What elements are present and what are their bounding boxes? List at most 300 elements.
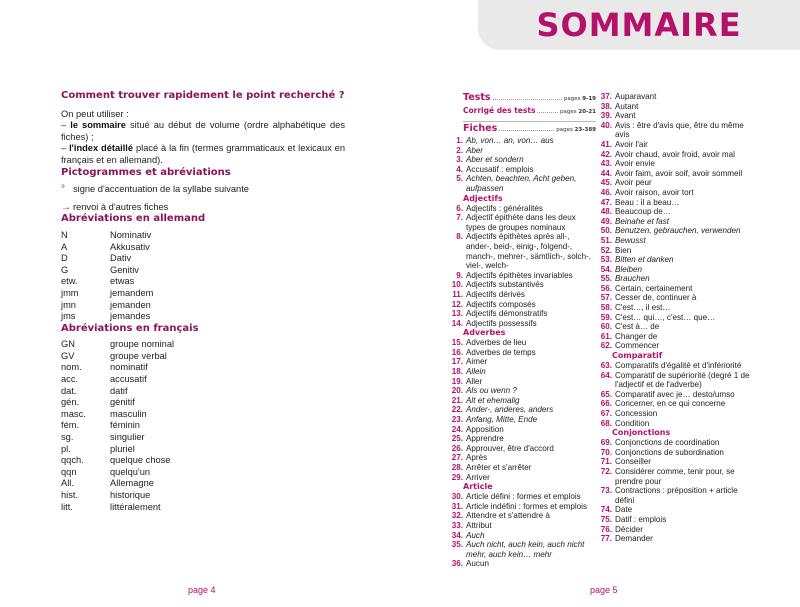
toc-pages <box>560 107 596 118</box>
toc-entry[interactable] <box>600 303 750 313</box>
toc-entry[interactable] <box>600 207 750 217</box>
toc-entry[interactable] <box>451 155 596 165</box>
entry-number: 21. <box>451 395 463 405</box>
toc-subheading: Conjonctions <box>612 428 671 438</box>
toc-list-2 <box>600 92 750 544</box>
toc-entry[interactable] <box>451 444 596 454</box>
toc-entry[interactable] <box>451 280 596 290</box>
abbr-meaning: féminin <box>110 420 140 431</box>
toc-entry[interactable] <box>451 319 596 329</box>
fr-abbr-title: Abréviations en français <box>61 322 199 334</box>
toc-entry[interactable] <box>600 150 750 160</box>
toc-entry[interactable] <box>451 136 596 146</box>
entry-title: Aimer <box>466 357 488 367</box>
abbr-code: masc. <box>61 408 86 419</box>
entry-title: Conseiller <box>615 457 651 467</box>
leader-dots <box>537 112 558 113</box>
entry-title: Avoir l'air <box>615 139 648 149</box>
entry-title: Aucun <box>466 559 489 569</box>
intro-title: Comment trouver rapidement le point recherché ? <box>61 90 345 101</box>
entry-number: 45. <box>600 178 612 188</box>
entry-title: Aller <box>466 376 483 386</box>
footer-page-right: page 5 <box>590 585 618 595</box>
abbr-row <box>61 253 153 265</box>
toc-entry[interactable] <box>600 178 750 188</box>
entry-title: Adjectifs possessifs <box>466 318 537 328</box>
entry-title: Benutzen, gebrauchen, verwenden <box>615 226 741 236</box>
entry-number: 61. <box>600 331 612 341</box>
bullet-dash: – <box>61 143 67 154</box>
toc-entry[interactable] <box>451 434 596 444</box>
toc-column-2 <box>600 92 750 544</box>
entry-number: 18. <box>451 367 463 377</box>
entry-title: Anfang, Mitte, Ende <box>466 415 538 425</box>
entry-title: Bleiben <box>615 264 643 274</box>
entry-title: Adjectifs épithètes invariables <box>466 270 573 280</box>
entry-number: 65. <box>600 389 612 399</box>
abbr-row <box>61 409 174 421</box>
abbr-meaning: historique <box>110 490 151 500</box>
entry-title: Apposition <box>466 424 504 434</box>
entry-title: Concession <box>615 409 658 418</box>
entry-number: 8. <box>456 232 463 242</box>
toc-entry[interactable] <box>451 521 596 531</box>
abbr-code: N <box>61 229 68 240</box>
toc-column-1 <box>451 92 596 569</box>
toc-entry[interactable] <box>451 511 596 521</box>
toc-entry[interactable] <box>600 341 750 351</box>
entry-number: 31. <box>451 501 463 511</box>
abbr-code: G <box>61 264 69 275</box>
symbol-text: signe d'accentuation de la syllabe suivante <box>73 184 249 195</box>
toc-pages <box>564 94 596 105</box>
entry-number: 25. <box>451 434 463 444</box>
abbr-code: qqch. <box>61 455 84 466</box>
toc-entry[interactable] <box>451 146 596 156</box>
entry-number: 51. <box>600 235 612 245</box>
toc-entry[interactable] <box>451 213 596 232</box>
entry-title: Conjonctions de subordination <box>615 447 724 457</box>
entry-number: 62. <box>600 341 612 351</box>
abbr-meaning: génitif <box>110 397 135 408</box>
abbr-row <box>61 432 174 444</box>
entry-title: Beaucoup de… <box>615 207 671 217</box>
entry-title: Auch nicht, auch kein, auch nicht mehr, auch kein… mehr <box>466 540 585 559</box>
entry-number: 67. <box>600 409 612 418</box>
toc-entry[interactable] <box>451 415 596 425</box>
entry-number: 74. <box>600 505 612 515</box>
entry-title: Als ou wenn ? <box>466 386 517 396</box>
entry-number: 10. <box>451 280 463 290</box>
entry-title: Avis : être d'avis que, être du même avis <box>615 120 744 140</box>
toc-entry[interactable] <box>451 531 596 541</box>
entry-title: Approuver, être d'accord <box>466 443 554 453</box>
entry-title: Accusatif : emplois <box>466 164 534 174</box>
abbr-row <box>61 455 174 467</box>
entry-title: Article indéfini : formes et emplois <box>466 501 588 511</box>
abbr-row <box>61 420 174 432</box>
left-page <box>61 90 345 513</box>
toc-entry[interactable] <box>600 515 750 525</box>
entry-title: Comparatifs d'égalité et d'infériorité <box>615 361 742 371</box>
toc-entry[interactable] <box>600 534 750 544</box>
abbr-code: D <box>61 253 68 264</box>
entry-number: 55. <box>600 274 612 284</box>
entry-number: 12. <box>451 299 463 309</box>
entry-title: Contractions : préposition + article défini <box>615 486 738 505</box>
entry-title: Datif : emplois <box>615 514 667 524</box>
toc-entry[interactable] <box>451 559 596 569</box>
entry-number: 76. <box>600 524 612 534</box>
toc-entry[interactable] <box>600 361 750 371</box>
abbr-meaning: Dativ <box>110 253 132 264</box>
abbr-meaning: Akkusativ <box>110 241 150 252</box>
toc-entry[interactable] <box>451 492 596 502</box>
abbr-code: dat. <box>61 385 77 396</box>
toc-entry[interactable] <box>600 332 750 342</box>
toc-entry[interactable] <box>600 419 750 429</box>
abbr-meaning: jemandes <box>110 311 151 322</box>
toc-entry[interactable] <box>600 467 750 486</box>
entry-title: Attribut <box>466 520 492 530</box>
entry-title: Adverbes de lieu <box>466 338 527 348</box>
toc-entry[interactable] <box>600 399 750 409</box>
toc-label: Fiches <box>463 123 498 134</box>
entry-number: 56. <box>600 283 612 293</box>
abbr-code: etw. <box>61 276 78 287</box>
toc-entry[interactable] <box>451 386 596 396</box>
abbr-meaning: accusatif <box>110 374 147 385</box>
entry-title: Avant <box>615 111 636 121</box>
toc-entry[interactable] <box>600 159 750 169</box>
toc-entry[interactable] <box>451 540 596 559</box>
toc-entry[interactable] <box>451 425 596 435</box>
leader-dots <box>493 99 562 100</box>
abbr-code: GN <box>61 339 75 350</box>
entry-title: Beinahe et fast <box>615 216 669 226</box>
entry-number: 5. <box>456 174 463 184</box>
abbr-row <box>61 351 174 363</box>
toc-entry[interactable] <box>600 188 750 198</box>
entry-title: Demander <box>615 534 653 544</box>
entry-number: 42. <box>600 149 612 159</box>
abbr-row <box>61 311 153 323</box>
entry-number: 41. <box>600 139 612 149</box>
entry-title: Commencer <box>615 341 660 351</box>
toc-entry[interactable] <box>600 217 750 227</box>
entry-title: Avoir chaud, avoir froid, avoir mal <box>615 149 735 159</box>
entry-number: 26. <box>451 443 463 453</box>
entry-number: 3. <box>456 155 463 165</box>
abbr-code: fém. <box>61 420 80 431</box>
toc-entry[interactable] <box>600 226 750 236</box>
entry-title: Après <box>466 453 488 463</box>
toc-entry[interactable] <box>600 274 750 284</box>
footer-page-left: page 4 <box>188 585 216 595</box>
entry-number: 6. <box>456 203 463 213</box>
entry-number: 50. <box>600 226 612 236</box>
bullet-bold: l'index détaillé <box>69 143 134 154</box>
entry-title: Adjectif épithète dans les deux types de groupes nominaux <box>466 213 576 232</box>
picto-title: Pictogrammes et abréviations <box>61 166 231 178</box>
toc-entry[interactable] <box>451 204 596 214</box>
abbr-meaning: quelqu'un <box>110 466 151 477</box>
entry-number: 14. <box>451 318 463 328</box>
toc-entry[interactable] <box>451 348 596 358</box>
abbr-code: litt. <box>61 501 73 512</box>
abbr-row <box>61 242 153 254</box>
toc-entry[interactable] <box>600 448 750 458</box>
toc-entry[interactable] <box>600 265 750 275</box>
entry-title: Comparatif avec je… desto/umso <box>615 389 735 399</box>
entry-title: Arriver <box>466 472 490 482</box>
toc-entry[interactable] <box>451 309 596 319</box>
abbr-row <box>61 397 174 409</box>
entry-number: 66. <box>600 399 612 409</box>
entry-title: Avoir faim, avoir soif, avoir sommeil <box>615 168 743 178</box>
entry-title: Adjectifs épithètes après all-, ander-, beid-, einig-, folgend-, manch-, mehrer-, sämtlich-, solch-, viel-, welch- <box>466 232 592 271</box>
abbr-meaning: pluriel <box>110 443 135 454</box>
toc-entry[interactable] <box>600 284 750 294</box>
arrow-right-icon: → <box>61 201 71 213</box>
toc-entry[interactable] <box>451 338 596 348</box>
intro-bullet-1 <box>61 120 345 143</box>
abbr-meaning: masculin <box>110 408 147 419</box>
entry-title: Ab, von… an, von… aus <box>466 136 554 145</box>
abbr-code: A <box>61 241 68 252</box>
toc-entry[interactable] <box>451 300 596 310</box>
toc-subheading: Adjectifs <box>463 193 503 203</box>
entry-number: 13. <box>451 309 463 319</box>
entry-number: 30. <box>451 492 463 502</box>
entry-title: Adjectifs : généralités <box>466 203 543 213</box>
entry-title: Article défini : formes et emplois <box>466 492 581 502</box>
entry-number: 58. <box>600 303 612 313</box>
entry-title: Conjonctions de coordination <box>615 438 720 448</box>
toc-entry[interactable] <box>451 463 596 473</box>
entry-title: Adverbes de temps <box>466 347 536 357</box>
entry-number: 20. <box>451 386 463 396</box>
entry-number: 24. <box>451 424 463 434</box>
toc-entry[interactable] <box>600 438 750 448</box>
entry-title: Bien <box>615 245 632 255</box>
toc-subheading: Adverbes <box>463 328 506 338</box>
toc-entry[interactable] <box>600 390 750 400</box>
bullet-bold: le sommaire <box>70 120 126 131</box>
toc-entry[interactable] <box>600 169 750 179</box>
toc-subheading: Article <box>463 482 493 492</box>
abbr-meaning: Nominativ <box>110 229 152 240</box>
toc-corrige[interactable] <box>451 105 596 118</box>
toc-entry[interactable] <box>600 246 750 256</box>
entry-number: 64. <box>600 370 612 380</box>
entry-title: Décider <box>615 524 643 534</box>
toc-entry[interactable] <box>600 409 750 419</box>
abbr-code: jms <box>61 311 76 322</box>
divider <box>463 121 596 122</box>
entry-number: 75. <box>600 514 612 524</box>
entry-number: 1. <box>456 136 463 145</box>
toc-entry[interactable] <box>451 357 596 367</box>
toc-entry[interactable] <box>451 232 596 270</box>
abbr-row <box>61 362 174 374</box>
entry-title: Avoir envie <box>615 159 655 169</box>
de-abbr-table <box>61 230 153 323</box>
entry-title: Aber <box>466 145 484 155</box>
entry-title: Avoir peur <box>615 178 652 188</box>
abbr-code: GV <box>61 350 75 361</box>
abbr-code: jmn <box>61 299 76 310</box>
toc-entry[interactable] <box>451 290 596 300</box>
toc-entry[interactable] <box>451 405 596 415</box>
entry-number: 2. <box>456 145 463 155</box>
abbr-row <box>61 276 153 288</box>
abbr-row <box>61 502 174 514</box>
entry-number: 49. <box>600 216 612 226</box>
toc-entry[interactable] <box>600 505 750 515</box>
toc-entry[interactable] <box>600 457 750 467</box>
entry-number: 22. <box>451 405 463 415</box>
abbr-code: pl. <box>61 443 71 454</box>
entry-title: Ander-, anderes, anders <box>466 405 554 415</box>
toc-entry[interactable] <box>600 293 750 303</box>
entry-title: Date <box>615 505 633 515</box>
entry-title: Concerner, en ce qui concerne <box>615 399 726 409</box>
entry-number: 60. <box>600 322 612 332</box>
entry-number: 71. <box>600 457 612 467</box>
entry-number: 44. <box>600 168 612 178</box>
toc-entry[interactable] <box>600 102 750 112</box>
abbr-row <box>61 467 174 479</box>
entry-title: Apprendre <box>466 434 504 444</box>
abbr-meaning: Genitiv <box>110 264 139 275</box>
entry-title: Brauchen <box>615 274 650 284</box>
entry-number: 39. <box>600 111 612 121</box>
toc-entry[interactable] <box>451 271 596 281</box>
abbr-row <box>61 265 153 277</box>
toc-entry[interactable] <box>451 502 596 512</box>
toc-entry[interactable] <box>600 486 750 505</box>
entry-number: 29. <box>451 472 463 482</box>
entry-number: 53. <box>600 255 612 265</box>
entry-number: 77. <box>600 534 612 544</box>
toc-tests[interactable] <box>451 92 596 105</box>
entry-title: Arrêter et s'arrêter <box>466 463 532 472</box>
abbr-row <box>61 444 174 456</box>
toc-entry[interactable] <box>600 371 750 390</box>
toc-fiches[interactable] <box>451 123 596 136</box>
abbr-code: All. <box>61 478 74 489</box>
bullet-text: placé à la fin (termes grammaticaux et lexicaux en français et en allemand). <box>61 143 345 165</box>
entry-number: 54. <box>600 264 612 274</box>
entry-number: 52. <box>600 245 612 255</box>
entry-number: 68. <box>600 418 612 428</box>
toc-entry[interactable] <box>451 377 596 387</box>
entry-title: Attendre et s'attendre à <box>466 511 550 521</box>
entry-number: 33. <box>451 520 463 530</box>
abbr-row <box>61 300 153 312</box>
abbr-meaning: Allemagne <box>110 478 154 489</box>
intro-bullet-2 <box>61 143 345 166</box>
entry-title: Autant <box>615 101 639 111</box>
entry-number: 63. <box>600 361 612 371</box>
entry-number: 34. <box>451 530 463 540</box>
toc-entry[interactable] <box>600 198 750 208</box>
entry-title: C'est à… de <box>615 322 660 332</box>
toc-entry[interactable] <box>600 111 750 121</box>
pages-range: 23-389 <box>574 127 596 133</box>
entry-number: 4. <box>456 164 463 174</box>
abbr-meaning: singulier <box>110 432 145 443</box>
de-abbr-title: Abréviations en allemand <box>61 213 206 225</box>
abbr-meaning: nominatif <box>110 362 148 373</box>
abbr-meaning: jemanden <box>110 299 151 310</box>
entry-title: Adjectifs démonstratifs <box>466 309 548 319</box>
leader-dots <box>499 130 554 131</box>
entry-title: Achten, beachten, Acht geben, aufpassen <box>466 174 577 193</box>
toc-entry[interactable] <box>600 121 750 140</box>
entry-number: 19. <box>451 376 463 386</box>
symbol-text: renvoi à d'autres fiches <box>73 201 169 212</box>
toc-entry[interactable] <box>600 140 750 150</box>
toc-entry[interactable] <box>600 236 750 246</box>
entry-number: 59. <box>600 312 612 322</box>
toc-entry[interactable] <box>600 92 750 102</box>
pages-word: pages <box>556 127 573 133</box>
toc-entry[interactable] <box>451 367 596 377</box>
toc-entry[interactable] <box>451 473 596 483</box>
fr-abbr-table <box>61 339 174 513</box>
entry-number: 40. <box>600 120 612 130</box>
entry-number: 43. <box>600 159 612 169</box>
toc-entry[interactable] <box>600 255 750 265</box>
toc-entry[interactable] <box>451 165 596 175</box>
entry-number: 7. <box>456 213 463 223</box>
toc-entry[interactable] <box>451 396 596 406</box>
abbr-code: acc. <box>61 374 79 385</box>
entry-number: 57. <box>600 293 612 303</box>
toc-entry[interactable] <box>451 174 596 193</box>
entry-number: 15. <box>451 338 463 348</box>
toc-entry[interactable] <box>600 322 750 332</box>
pages-range: 20-21 <box>578 109 596 115</box>
entry-title: Adjectifs dérivés <box>466 289 525 299</box>
entry-title: Beau : il a beau… <box>615 197 680 207</box>
entry-number: 48. <box>600 207 612 217</box>
entry-title: Aber et sondern <box>466 155 524 165</box>
entry-number: 9. <box>456 270 463 280</box>
entry-number: 69. <box>600 438 612 448</box>
entry-number: 38. <box>600 101 612 111</box>
entry-title: Adjectifs composés <box>466 299 536 309</box>
toc-entry[interactable] <box>451 453 596 463</box>
entry-number: 32. <box>451 511 463 521</box>
pages-range: 9-19 <box>582 96 596 102</box>
entry-number: 27. <box>451 453 463 463</box>
abbr-meaning: groupe nominal <box>110 339 175 350</box>
entry-title: Adjectifs substantivés <box>466 280 544 290</box>
entry-number: 70. <box>600 447 612 457</box>
entry-title: Condition <box>615 418 650 428</box>
toc-entry[interactable] <box>600 313 750 323</box>
entry-number: 36. <box>451 559 463 569</box>
bullet-dash: – <box>61 120 67 131</box>
pages-word: pages <box>563 96 581 102</box>
toc-entry[interactable] <box>600 525 750 535</box>
entry-title: C'est…, il est… <box>615 303 671 313</box>
entry-title: Avoir raison, avoir tort <box>615 187 694 197</box>
entry-number: 46. <box>600 187 612 197</box>
